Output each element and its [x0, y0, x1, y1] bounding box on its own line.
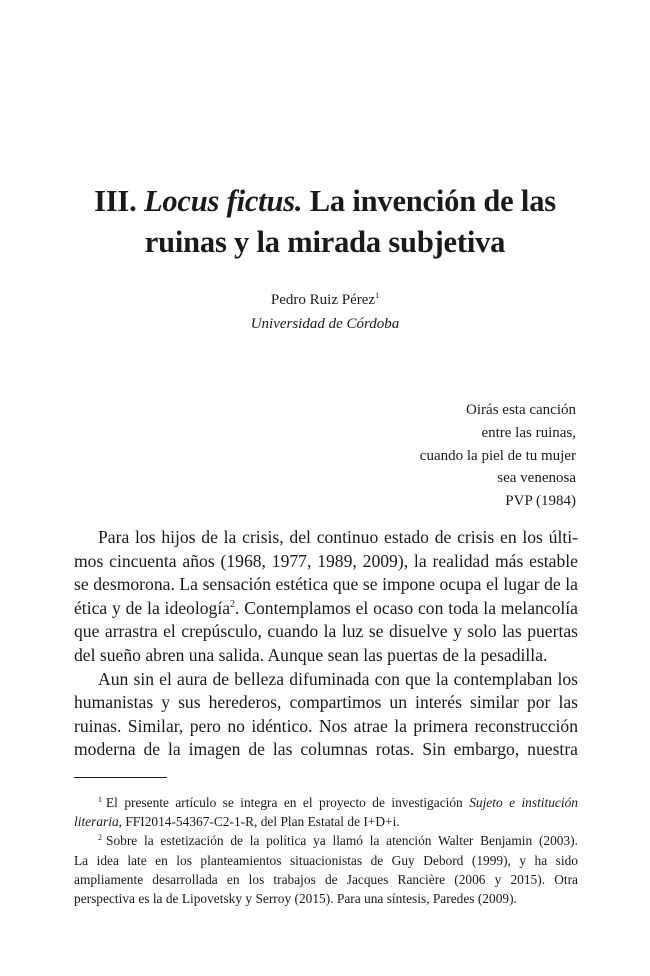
author-line — [0, 290, 650, 310]
body-line-segment: . Contemplamos el ocaso con toda la melancolía — [235, 597, 578, 618]
footnote-1-line — [74, 812, 578, 831]
footnote-separator — [74, 777, 167, 778]
footnote-italic: literaria — [74, 814, 119, 830]
body-line: Aun sin el aura de belleza difuminada con que la contemplaban los — [98, 668, 578, 689]
footnote-reference-2[interactable]: 2 — [230, 598, 236, 610]
author-footnote-marker[interactable]: 1 — [375, 291, 380, 300]
body-line: Para los hijos de la crisis, del continuo estado de crisis en los últi- — [98, 527, 578, 547]
epigraph-line: entre las ruinas, — [481, 424, 576, 441]
body-line: del sueño abren una salida. Aunque sean las puertas de la pesadilla. — [74, 644, 548, 665]
footnote-2-marker: 2 — [98, 832, 102, 842]
author-name: Pedro Ruiz Pérez — [270, 292, 376, 308]
epigraph-line: cuando la piel de tu mujer — [419, 447, 576, 464]
footnote-2-line — [74, 831, 578, 850]
footnote-1-line — [74, 793, 578, 812]
chapter-title-line-2: ruinas y la mirada subjetiva — [144, 225, 506, 259]
chapter-numeral: III. — [94, 184, 137, 218]
body-line: se desmorona. La sensación estética que se impone ocupa el lugar de la — [74, 574, 578, 595]
body-line: ruinas. Similar, pero no idéntico. Nos atrae la primera reconstrucción — [74, 715, 578, 736]
body-line: moderna de la imagen de las columnas rotas. Sin embargo, nuestra — [74, 739, 578, 760]
footnote-italic: Sujeto e institución — [469, 795, 578, 810]
body-line: mos cincuenta años (1968, 1977, 1989, 2009), la realidad más estable — [74, 550, 578, 571]
footnote-text: El presente artículo se integra en el proyecto de investigación — [106, 795, 463, 810]
chapter-title-rest: La invención de las — [309, 184, 556, 218]
epigraph-line: sea venenosa — [497, 470, 576, 487]
chapter-title — [0, 181, 650, 263]
body-line: humanistas y sus herederos, compartimos un interés similar por las — [74, 692, 578, 713]
footnote-text: Sobre la estetización de la política ya llamó la atención Walter Benjamin (2003). — [106, 833, 578, 849]
footnote-1-marker: 1 — [98, 794, 102, 804]
footnote-2-line: La idea late en los planteamientos situacionistas de Guy Debord (1999), y ha sido — [74, 852, 578, 868]
footnote-2-line: perspectiva es la de Lipovetsky y Serroy (2015). Para una síntesis, Paredes (2009). — [74, 890, 517, 906]
chapter-title-line-1 — [0, 181, 650, 222]
epigraph — [420, 399, 576, 513]
footnote-2-line: ampliamente desarrollada en los trabajos de Jacques Rancière (2006 y 2015). Otra — [74, 871, 578, 887]
chapter-title-italic: Locus fictus. — [143, 184, 303, 218]
epigraph-line: Oirás esta canción — [466, 402, 576, 418]
footnote-text: , FFI2014-54367-C2-1-R, del Plan Estatal de I+D+i. — [118, 814, 400, 830]
author-affiliation: Universidad de Córdoba — [250, 316, 400, 332]
body-text — [74, 526, 578, 762]
epigraph-attribution: PVP (1984) — [505, 493, 576, 510]
body-line-segment: ética y de la ideología — [74, 597, 231, 618]
footnotes — [74, 793, 578, 908]
body-line — [74, 597, 578, 621]
body-line: que arrastra el crepúsculo, cuando la luz se disuelve y solo las puertas — [74, 621, 578, 642]
